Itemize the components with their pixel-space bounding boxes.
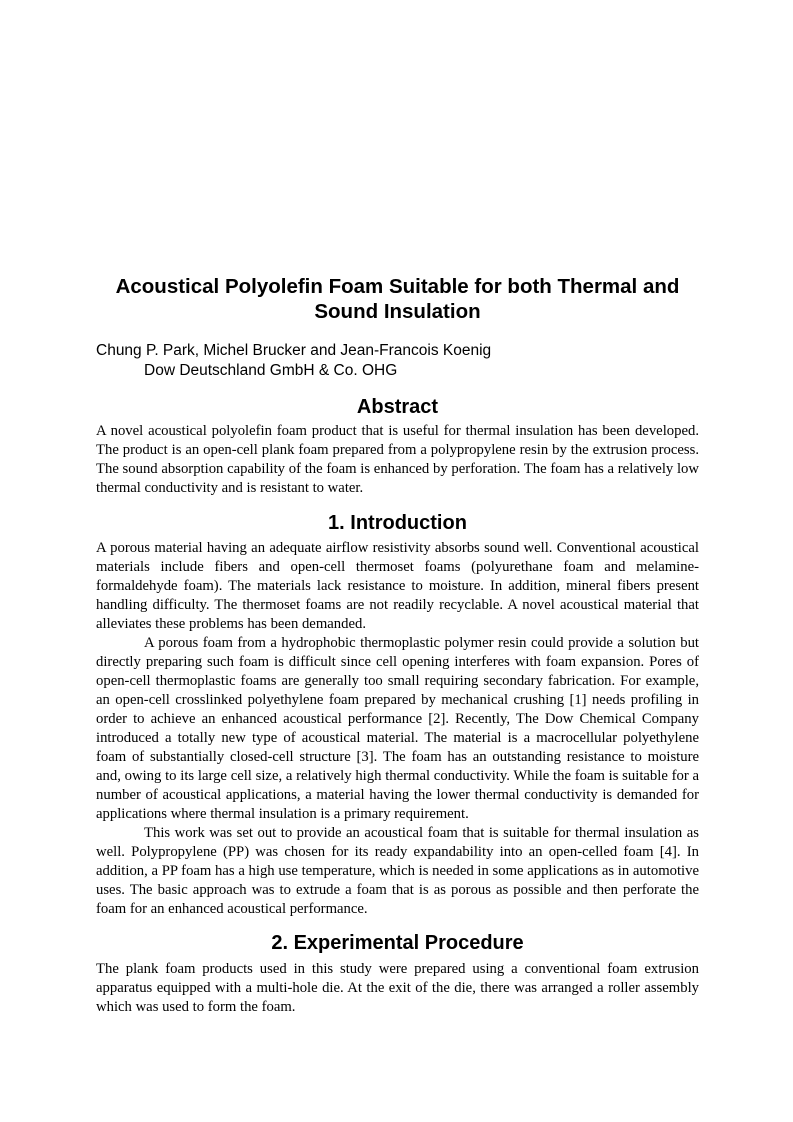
- introduction-heading: 1. Introduction: [328, 512, 467, 534]
- paper-page: [96, 274, 699, 1017]
- introduction-paragraph-2: A porous foam from a hydrophobic thermoplastic polymer resin could provide a solution but directly preparing such foam is difficult since cell opening interferes with foam expansion. Pores of open-cell thermoplastic foams are generally too small requiring secondary fabrication. For example, an open-cell crosslinked polyethylene foam prepared by mechanical crushing [1] needs profiling in order to achieve an enhanced acoustical performance [2]. Recently, The Dow Chemical Company introduced a totally new type of acoustical material. The material is a macrocellular polyethylene foam of substantially closed-cell structure [3]. The foam has an outstanding resistance to moisture and, owing to its large cell size, a relatively high thermal conductivity. While the foam is suitable for a number of acoustical applications, a material having the lower thermal conductivity is demanded for applications where thermal insulation is a primary requirement.: [96, 635, 699, 822]
- affiliation: Dow Deutschland GmbH & Co. OHG: [144, 362, 398, 379]
- abstract-text: A novel acoustical polyolefin foam product that is useful for thermal insulation has been developed. The product is an open-cell plank foam prepared from a polypropylene resin by the extrusion process. The sound absorption capability of the foam is enhanced by perforation. The foam has a relatively low thermal conductivity and is resistant to water.: [96, 423, 699, 496]
- experimental-heading: 2. Experimental Procedure: [271, 932, 524, 954]
- author-list: Chung P. Park, Michel Brucker and Jean-Francois Koenig: [96, 342, 492, 359]
- abstract-heading: Abstract: [356, 396, 439, 418]
- paper-title: Acoustical Polyolefin Foam Suitable for both Thermal and Sound Insulation: [115, 275, 680, 323]
- introduction-paragraph-1: A porous material having an adequate airflow resistivity absorbs sound well. Conventional acoustical materials include fibers and open-cell thermoset foams (polyurethane foam and melamine-formaldehyde foam). The materials lack resistance to moisture. In addition, mineral fibers present handling difficulty. The thermoset foams are not readily recyclable. A novel acoustical material that alleviates these problems has been demanded.: [96, 540, 699, 632]
- introduction-paragraph-3: This work was set out to provide an acoustical foam that is suitable for thermal insulation as well. Polypropylene (PP) was chosen for its ready expandability into an open-celled foam [4]. In addition, a PP foam has a high use temperature, which is needed in some applications as in automotive uses. The basic approach was to extrude a foam that is as porous as possible and then perforate the foam for an enhanced acoustical performance.: [96, 825, 699, 917]
- experimental-paragraph: The plank foam products used in this study were prepared using a conventional foam extrusion apparatus equipped with a multi-hole die. At the exit of the die, there was arranged a roller assembly which was used to form the foam.: [96, 961, 699, 1015]
